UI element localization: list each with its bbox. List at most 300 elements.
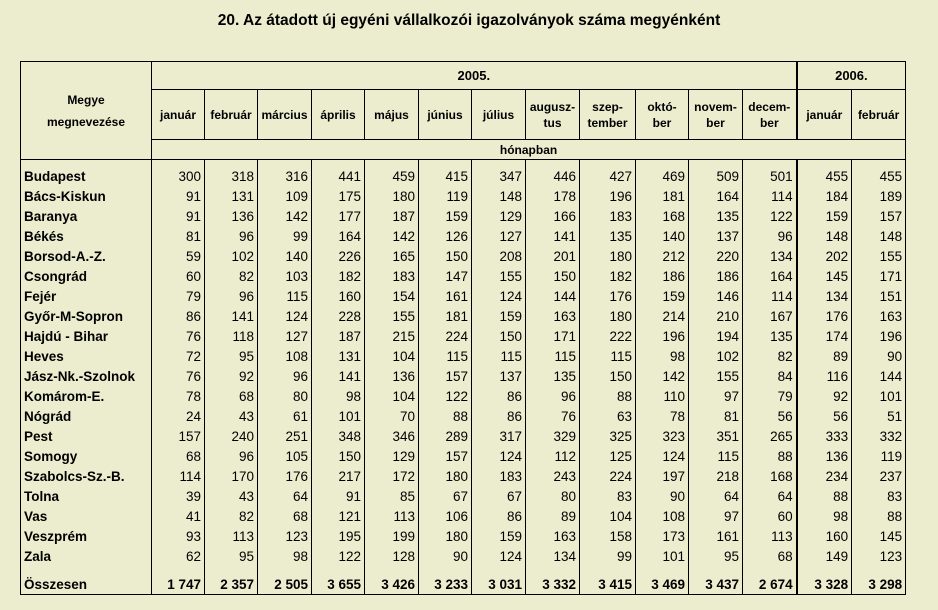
value-cell: 3 469 — [636, 566, 689, 595]
month-header — [419, 90, 472, 140]
value-cell: 79 — [152, 286, 205, 306]
table-row — [21, 386, 906, 406]
value-cell: 88 — [743, 446, 797, 466]
value-cell: 187 — [312, 326, 365, 346]
county-name: Fejér — [21, 286, 152, 306]
value-cell: 148 — [852, 226, 906, 246]
table-row — [21, 366, 906, 386]
month-header — [689, 90, 743, 140]
county-name: Vas — [21, 506, 152, 526]
value-cell: 60 — [152, 266, 205, 286]
value-cell: 88 — [797, 486, 852, 506]
value-cell: 134 — [526, 546, 580, 566]
value-cell: 97 — [689, 506, 743, 526]
value-cell: 348 — [312, 426, 365, 446]
year-2006-header: 2006. — [797, 62, 906, 90]
value-cell: 2 674 — [743, 566, 797, 595]
value-cell: 183 — [365, 266, 419, 286]
value-cell: 150 — [580, 366, 636, 386]
value-cell: 131 — [312, 346, 365, 366]
value-cell: 83 — [852, 486, 906, 506]
value-cell: 124 — [472, 446, 526, 466]
value-cell: 224 — [580, 466, 636, 486]
county-name: Győr-M-Sopron — [21, 306, 152, 326]
value-cell: 76 — [526, 406, 580, 426]
value-cell: 136 — [797, 446, 852, 466]
value-cell: 469 — [636, 166, 689, 186]
value-cell: 124 — [636, 446, 689, 466]
month-header — [472, 90, 526, 140]
value-cell: 85 — [365, 486, 419, 506]
value-cell: 186 — [636, 266, 689, 286]
value-cell: 92 — [205, 366, 258, 386]
county-name: Heves — [21, 346, 152, 366]
value-cell: 195 — [312, 526, 365, 546]
value-cell: 140 — [636, 226, 689, 246]
table-row — [21, 486, 906, 506]
value-cell: 68 — [258, 506, 312, 526]
value-cell: 91 — [152, 206, 205, 226]
value-cell: 145 — [797, 266, 852, 286]
value-cell: 158 — [580, 526, 636, 546]
value-cell: 102 — [689, 346, 743, 366]
value-cell: 134 — [797, 286, 852, 306]
value-cell: 155 — [365, 306, 419, 326]
county-name: Hajdú - Bihar — [21, 326, 152, 346]
value-cell: 97 — [689, 386, 743, 406]
value-cell: 176 — [797, 306, 852, 326]
value-cell: 63 — [580, 406, 636, 426]
value-cell: 43 — [205, 486, 258, 506]
county-name: Pest — [21, 426, 152, 446]
value-cell: 151 — [852, 286, 906, 306]
value-cell: 178 — [526, 186, 580, 206]
data-table — [20, 61, 906, 595]
county-name: Somogy — [21, 446, 152, 466]
value-cell: 208 — [472, 246, 526, 266]
value-cell: 59 — [152, 246, 205, 266]
value-cell: 141 — [205, 306, 258, 326]
value-cell: 41 — [152, 506, 205, 526]
value-cell: 43 — [205, 406, 258, 426]
table-row — [21, 466, 906, 486]
county-name: Bács-Kiskun — [21, 186, 152, 206]
value-cell: 3 328 — [797, 566, 852, 595]
table-row — [21, 346, 906, 366]
value-cell: 76 — [152, 366, 205, 386]
month-label: július — [482, 107, 515, 122]
value-cell: 144 — [526, 286, 580, 306]
value-cell: 172 — [365, 466, 419, 486]
value-cell: 115 — [689, 446, 743, 466]
value-cell: 89 — [526, 506, 580, 526]
value-cell: 150 — [526, 266, 580, 286]
month-header — [636, 90, 689, 140]
value-cell: 56 — [743, 406, 797, 426]
table-row — [21, 306, 906, 326]
county-header-line2: megnevezése — [46, 114, 126, 129]
month-header — [743, 90, 797, 140]
month-header — [526, 90, 580, 140]
value-cell: 123 — [852, 546, 906, 566]
county-name: Veszprém — [21, 526, 152, 546]
value-cell: 101 — [312, 406, 365, 426]
value-cell: 148 — [472, 186, 526, 206]
value-cell: 137 — [472, 366, 526, 386]
value-cell: 90 — [419, 546, 472, 566]
value-cell: 144 — [852, 366, 906, 386]
value-cell: 180 — [365, 186, 419, 206]
value-cell: 76 — [152, 326, 205, 346]
month-label: tus — [543, 115, 562, 130]
value-cell: 83 — [580, 486, 636, 506]
value-cell: 82 — [743, 346, 797, 366]
value-cell: 2 505 — [258, 566, 312, 595]
value-cell: 99 — [580, 546, 636, 566]
value-cell: 136 — [205, 206, 258, 226]
value-cell: 108 — [636, 506, 689, 526]
value-cell: 115 — [580, 346, 636, 366]
value-cell: 176 — [580, 286, 636, 306]
value-cell: 104 — [580, 506, 636, 526]
value-cell: 96 — [258, 366, 312, 386]
value-cell: 163 — [852, 306, 906, 326]
value-cell: 196 — [580, 186, 636, 206]
total-label: Összesen — [21, 566, 152, 595]
value-cell: 289 — [419, 426, 472, 446]
value-cell: 180 — [419, 526, 472, 546]
value-cell: 1 747 — [152, 566, 205, 595]
value-cell: 80 — [258, 386, 312, 406]
value-cell: 79 — [743, 386, 797, 406]
month-label: decem- — [748, 99, 791, 114]
value-cell: 112 — [526, 446, 580, 466]
value-cell: 119 — [419, 186, 472, 206]
value-cell: 150 — [312, 446, 365, 466]
value-cell: 160 — [797, 526, 852, 546]
value-cell: 114 — [152, 466, 205, 486]
value-cell: 67 — [419, 486, 472, 506]
value-cell: 217 — [312, 466, 365, 486]
value-cell: 62 — [152, 546, 205, 566]
value-cell: 228 — [312, 306, 365, 326]
value-cell: 96 — [205, 446, 258, 466]
month-label: április — [320, 107, 356, 122]
value-cell: 39 — [152, 486, 205, 506]
value-cell: 161 — [689, 526, 743, 546]
value-cell: 126 — [419, 226, 472, 246]
value-cell: 194 — [689, 326, 743, 346]
value-cell: 347 — [472, 166, 526, 186]
value-cell: 2 357 — [205, 566, 258, 595]
value-cell: 91 — [312, 486, 365, 506]
value-cell: 135 — [526, 366, 580, 386]
month-label: augusz- — [529, 99, 576, 114]
value-cell: 189 — [852, 186, 906, 206]
value-cell: 226 — [312, 246, 365, 266]
value-cell: 124 — [472, 546, 526, 566]
value-cell: 129 — [365, 446, 419, 466]
value-cell: 106 — [419, 506, 472, 526]
value-cell: 196 — [636, 326, 689, 346]
value-cell: 96 — [743, 226, 797, 246]
month-header — [152, 90, 205, 140]
value-cell: 137 — [689, 226, 743, 246]
value-cell: 150 — [472, 326, 526, 346]
value-cell: 80 — [526, 486, 580, 506]
month-label: novem- — [694, 99, 737, 114]
value-cell: 136 — [365, 366, 419, 386]
value-cell: 89 — [797, 346, 852, 366]
value-cell: 160 — [312, 286, 365, 306]
value-cell: 135 — [689, 206, 743, 226]
unit-header: hónapban — [152, 140, 906, 160]
value-cell: 102 — [205, 246, 258, 266]
value-cell: 197 — [636, 466, 689, 486]
value-cell: 170 — [205, 466, 258, 486]
county-header-line1: Megye — [67, 92, 105, 107]
value-cell: 332 — [852, 426, 906, 446]
county-name: Baranya — [21, 206, 152, 226]
value-cell: 159 — [472, 306, 526, 326]
value-cell: 166 — [526, 206, 580, 226]
value-cell: 163 — [526, 526, 580, 546]
value-cell: 122 — [312, 546, 365, 566]
value-cell: 251 — [258, 426, 312, 446]
value-cell: 124 — [472, 286, 526, 306]
value-cell: 201 — [526, 246, 580, 266]
value-cell: 115 — [472, 346, 526, 366]
value-cell: 103 — [258, 266, 312, 286]
value-cell: 196 — [852, 326, 906, 346]
value-cell: 82 — [205, 266, 258, 286]
value-cell: 346 — [365, 426, 419, 446]
value-cell: 142 — [636, 366, 689, 386]
value-cell: 150 — [419, 246, 472, 266]
value-cell: 91 — [152, 186, 205, 206]
value-cell: 64 — [743, 486, 797, 506]
table-row — [21, 546, 906, 566]
value-cell: 88 — [580, 386, 636, 406]
value-cell: 441 — [312, 166, 365, 186]
value-cell: 224 — [419, 326, 472, 346]
value-cell: 182 — [580, 266, 636, 286]
month-header — [852, 90, 906, 140]
value-cell: 199 — [365, 526, 419, 546]
value-cell: 220 — [689, 246, 743, 266]
value-cell: 222 — [580, 326, 636, 346]
value-cell: 141 — [526, 226, 580, 246]
value-cell: 90 — [852, 346, 906, 366]
value-cell: 164 — [743, 266, 797, 286]
county-name: Budapest — [21, 166, 152, 186]
value-cell: 240 — [205, 426, 258, 446]
table-body — [21, 160, 906, 595]
value-cell: 159 — [636, 286, 689, 306]
county-header — [21, 62, 152, 160]
value-cell: 501 — [743, 166, 797, 186]
month-header — [205, 90, 258, 140]
value-cell: 128 — [365, 546, 419, 566]
value-cell: 64 — [258, 486, 312, 506]
value-cell: 92 — [797, 386, 852, 406]
value-cell: 157 — [152, 426, 205, 446]
value-cell: 163 — [526, 306, 580, 326]
value-cell: 149 — [797, 546, 852, 566]
value-cell: 61 — [258, 406, 312, 426]
table-row — [21, 446, 906, 466]
value-cell: 237 — [852, 466, 906, 486]
value-cell: 70 — [365, 406, 419, 426]
value-cell: 78 — [636, 406, 689, 426]
value-cell: 187 — [365, 206, 419, 226]
value-cell: 104 — [365, 386, 419, 406]
value-cell: 212 — [636, 246, 689, 266]
value-cell: 455 — [852, 166, 906, 186]
value-cell: 455 — [797, 166, 852, 186]
value-cell: 68 — [152, 446, 205, 466]
value-cell: 113 — [205, 526, 258, 546]
value-cell: 300 — [152, 166, 205, 186]
table-row — [21, 226, 906, 246]
value-cell: 184 — [797, 186, 852, 206]
value-cell: 186 — [689, 266, 743, 286]
value-cell: 157 — [419, 446, 472, 466]
value-cell: 181 — [419, 306, 472, 326]
month-header — [312, 90, 365, 140]
county-name: Szabolcs-Sz.-B. — [21, 466, 152, 486]
value-cell: 181 — [636, 186, 689, 206]
value-cell: 173 — [636, 526, 689, 546]
month-header — [797, 90, 852, 140]
value-cell: 68 — [205, 386, 258, 406]
month-header — [580, 90, 636, 140]
value-cell: 180 — [580, 306, 636, 326]
value-cell: 24 — [152, 406, 205, 426]
value-cell: 88 — [852, 506, 906, 526]
value-cell: 115 — [258, 286, 312, 306]
value-cell: 157 — [852, 206, 906, 226]
value-cell: 180 — [580, 246, 636, 266]
value-cell: 159 — [797, 206, 852, 226]
value-cell: 459 — [365, 166, 419, 186]
value-cell: 122 — [743, 206, 797, 226]
county-name: Jász-Nk.-Szolnok — [21, 366, 152, 386]
value-cell: 214 — [636, 306, 689, 326]
value-cell: 98 — [258, 546, 312, 566]
table-row — [21, 166, 906, 186]
value-cell: 116 — [797, 366, 852, 386]
value-cell: 316 — [258, 166, 312, 186]
value-cell: 427 — [580, 166, 636, 186]
value-cell: 164 — [312, 226, 365, 246]
table-row — [21, 286, 906, 306]
value-cell: 98 — [312, 386, 365, 406]
table-row — [21, 186, 906, 206]
value-cell: 78 — [152, 386, 205, 406]
value-cell: 265 — [743, 426, 797, 446]
value-cell: 3 031 — [472, 566, 526, 595]
value-cell: 113 — [743, 526, 797, 546]
value-cell: 157 — [419, 366, 472, 386]
month-label: tember — [587, 115, 628, 130]
month-label: ber — [652, 115, 672, 130]
value-cell: 154 — [365, 286, 419, 306]
year-2005-header: 2005. — [152, 62, 797, 90]
month-label: január — [159, 107, 196, 122]
value-cell: 329 — [526, 426, 580, 446]
value-cell: 129 — [472, 206, 526, 226]
value-cell: 115 — [419, 346, 472, 366]
value-cell: 171 — [526, 326, 580, 346]
table-row — [21, 246, 906, 266]
value-cell: 115 — [526, 346, 580, 366]
value-cell: 95 — [205, 546, 258, 566]
month-label: ber — [706, 115, 725, 130]
value-cell: 161 — [419, 286, 472, 306]
value-cell: 104 — [365, 346, 419, 366]
county-name: Borsod-A.-Z. — [21, 246, 152, 266]
county-name: Csongrád — [21, 266, 152, 286]
value-cell: 88 — [419, 406, 472, 426]
value-cell: 141 — [312, 366, 365, 386]
value-cell: 101 — [636, 546, 689, 566]
table-row — [21, 326, 906, 346]
value-cell: 317 — [472, 426, 526, 446]
value-cell: 165 — [365, 246, 419, 266]
value-cell: 168 — [636, 206, 689, 226]
value-cell: 56 — [797, 406, 852, 426]
value-cell: 86 — [152, 306, 205, 326]
value-cell: 318 — [205, 166, 258, 186]
county-name: Zala — [21, 546, 152, 566]
value-cell: 509 — [689, 166, 743, 186]
value-cell: 177 — [312, 206, 365, 226]
value-cell: 72 — [152, 346, 205, 366]
value-cell: 155 — [689, 366, 743, 386]
value-cell: 333 — [797, 426, 852, 446]
value-cell: 114 — [743, 286, 797, 306]
value-cell: 67 — [472, 486, 526, 506]
value-cell: 122 — [419, 386, 472, 406]
value-cell: 159 — [419, 206, 472, 226]
value-cell: 135 — [580, 226, 636, 246]
value-cell: 218 — [689, 466, 743, 486]
value-cell: 121 — [312, 506, 365, 526]
value-cell: 98 — [797, 506, 852, 526]
value-cell: 142 — [258, 206, 312, 226]
value-cell: 323 — [636, 426, 689, 446]
month-label: szep- — [592, 99, 623, 114]
county-name: Békés — [21, 226, 152, 246]
value-cell: 234 — [797, 466, 852, 486]
value-cell: 96 — [205, 286, 258, 306]
table-row — [21, 426, 906, 446]
value-cell: 155 — [472, 266, 526, 286]
value-cell: 146 — [689, 286, 743, 306]
month-label: októ- — [647, 99, 677, 114]
value-cell: 174 — [797, 326, 852, 346]
value-cell: 164 — [689, 186, 743, 206]
value-cell: 215 — [365, 326, 419, 346]
value-cell: 168 — [743, 466, 797, 486]
table-row — [21, 266, 906, 286]
county-name: Tolna — [21, 486, 152, 506]
month-label: január — [806, 107, 843, 122]
value-cell: 95 — [205, 346, 258, 366]
value-cell: 159 — [472, 526, 526, 546]
value-cell: 123 — [258, 526, 312, 546]
